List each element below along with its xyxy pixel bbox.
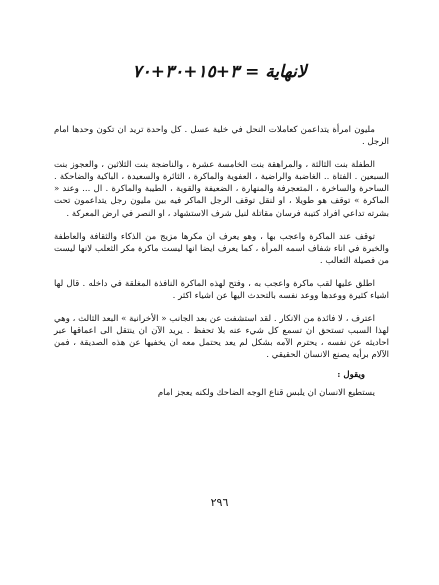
page-number: ٢٩٦ (210, 496, 229, 509)
paragraph: يستطيع الانسان ان يلبس قناع الوجه الضاحك ولكنه يعجز امام (157, 387, 375, 398)
paragraph: اعترف ، لا فائدة من الانكار . لقد استشفت عن بعد الجانب « الأخرانية » البعد الثالث ، وهي لهذا السبب تستحق ان تسمع كل شيء عنه بلا تحفظ . يريد الآن ان ينتقل الى اعماقها عبر احاديثه عن نفسه ، يحترم الآمه بشكل لم يعد يحتمل معه ان يخفيها عن هذه الصديقة ، فمن الآلام برأيه يصنع الانسان الحقيقي . (54, 314, 389, 361)
paragraph: ويقول : (337, 369, 365, 380)
paragraph: توقف عند الماكرة واعجب بها ، وهو يعرف ان مكرها مزيج من الذكاء والثقافة والعاطفة والخبرة في اناء شفاف اسمه المرأة ، كما يعرف ايضا انها ليست ماكرة مكر الثعلب لانها ليست من فصيلة الثعالب . (54, 231, 389, 266)
body-text (54, 124, 389, 410)
chapter-title: لانهاية = ٣+١٥+٣٠+٧٠ (132, 62, 307, 82)
paragraph: اطلق عليها لقب ماكرة واعجب به ، وفتح لهذه الماكرة النافذة المغلقة في داخله . قال لها اشياء كثيرة ووعدها ووعد نفسه بالتحدث اليها عن اشياء اكثر . (54, 278, 389, 302)
paragraph: الطفلة بنت الثالثة ، والمراهقة بنت الخامسة عشرة ، والناضجة بنت الثلاثين ، والعجوز بنت السبعين . الفتاة .. الغاضبة والراضية ، العفوية والماكرة ، الثائرة والسعيدة ، الباكية والضاحكة . الساحرة والساخرة ، المتعجرفة والمنهارة ، الضعيفة والقوية ، الطيبة والماكرة . ال ... وعند « الماكرة » توقف هو طويلا ، او لنقل توقف الرجل الماكر فيه بين مليون رجل يتداعمون تحت بشرته تداعي افراد كتيبة فرسان مقاتلة لنيل شرف الاستشهاد ، او النصر في ارض المعركة . (54, 160, 389, 219)
paragraph: مليون امرأة يتداعمن كعاملات النحل في خلية عسل . كل واحدة تريد ان تكون وحدها امام الرجل . (54, 125, 389, 148)
